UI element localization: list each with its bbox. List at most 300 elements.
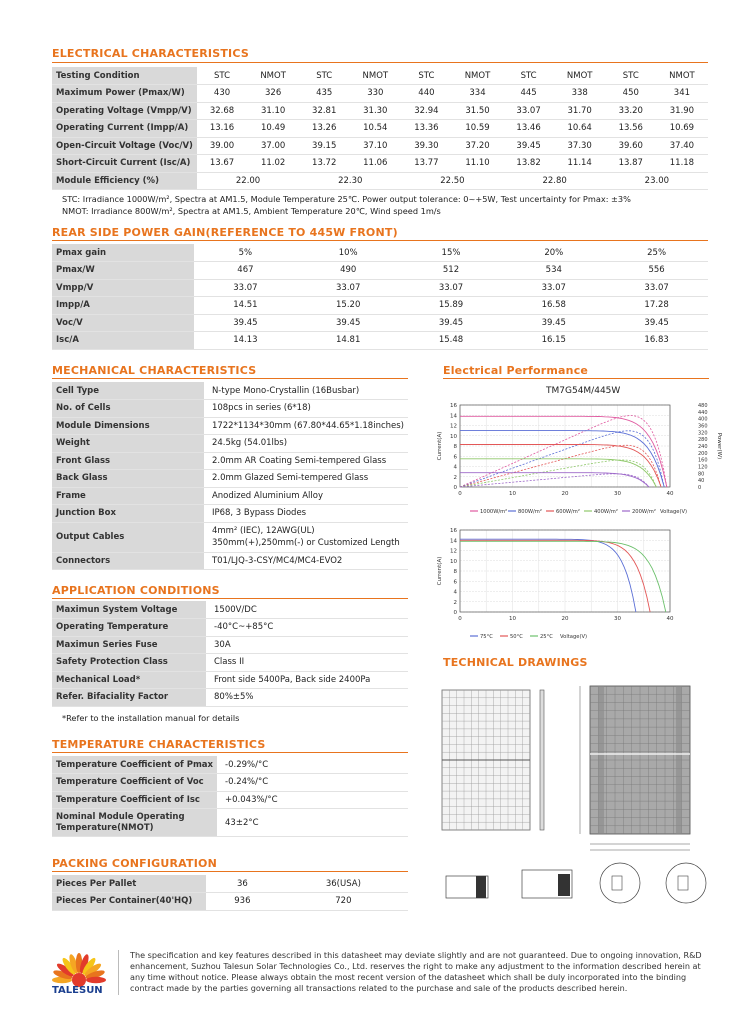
cell-value: 39.30 <box>401 137 451 155</box>
row-label: Vmpp/V <box>52 279 194 297</box>
cell-value <box>204 417 408 435</box>
row-label: Pmax gain <box>52 244 194 262</box>
cell-value: 33.20 <box>606 102 656 120</box>
cell-value: 13.77 <box>401 155 451 173</box>
cell-value: 10.49 <box>247 120 299 138</box>
row-label-text: Frame <box>56 490 86 501</box>
cell-value <box>217 809 408 837</box>
cell-value: 11.06 <box>349 155 401 173</box>
row-label: Pieces Per Pallet <box>52 875 206 893</box>
cell-value: 13.72 <box>299 155 349 173</box>
cell-value: 13.36 <box>401 120 451 138</box>
cell-value <box>217 756 408 774</box>
cell-value: 31.90 <box>656 102 708 120</box>
cell-value <box>206 619 408 637</box>
row-label: Operating Voltage (Vmpp/V) <box>52 102 197 120</box>
cell-value: 39.45 <box>400 314 503 332</box>
cell-value: 10.59 <box>451 120 503 138</box>
row-label <box>52 487 204 505</box>
row-label-text: Front Glass <box>56 455 111 466</box>
row-label <box>52 552 204 570</box>
value-text: -0.29%/°C <box>225 759 269 770</box>
value-text: +0.043%/°C <box>225 794 278 805</box>
cell-value: 430 <box>197 85 247 103</box>
cell-value: 39.45 <box>297 314 400 332</box>
cell-value: 13.56 <box>606 120 656 138</box>
value-text: 4mm² (IEC), 12AWG(UL) <box>211 526 315 536</box>
row-label <box>52 689 206 707</box>
hole-detail <box>612 876 622 890</box>
row-label <box>52 382 204 400</box>
y-tick-label: 12 <box>450 423 457 430</box>
hole-detail <box>678 876 688 890</box>
cell-value: 31.50 <box>451 102 503 120</box>
cell-value: 5% <box>194 244 297 262</box>
rear-title: REAR SIDE POWER GAIN(REFERENCE TO 445W FRONT) <box>52 226 398 239</box>
table-row <box>52 400 408 418</box>
mechanical-table <box>52 382 408 570</box>
cell-value: 16.58 <box>502 297 605 315</box>
talesun-logo-icon <box>48 947 110 987</box>
cell-value: 33.07 <box>504 102 554 120</box>
legend-label: 75°C <box>480 634 493 640</box>
x-axis-label: Voltage(V) <box>560 634 588 640</box>
cell-value: 435 <box>299 85 349 103</box>
cell-value: NMOT <box>247 67 299 85</box>
cell-value: 14.81 <box>297 332 400 350</box>
cell-value: STC <box>606 67 656 85</box>
cell-value: 11.18 <box>656 155 708 173</box>
y2-tick-label: 200 <box>698 450 708 457</box>
cell-value <box>217 791 408 809</box>
cell-value <box>204 382 408 400</box>
table-row <box>52 522 408 552</box>
y2-tick-label: 280 <box>698 437 708 444</box>
cell-value: 37.00 <box>247 137 299 155</box>
table-row <box>52 137 708 155</box>
cell-value: 37.30 <box>554 137 606 155</box>
legend-label: 200W/m² <box>632 509 656 515</box>
value-text: 24.5kg (54.01lbs) <box>211 438 288 449</box>
chart-model: TM7G54M/445W <box>546 386 621 396</box>
cell-value: 10.69 <box>656 120 708 138</box>
row-label-text: Junction Box <box>56 508 116 519</box>
cell-value <box>217 774 408 792</box>
cell-value: 10.54 <box>349 120 401 138</box>
cell-value: STC <box>504 67 554 85</box>
table-row <box>52 417 408 435</box>
value-text: 108pcs in series (6*18) <box>211 403 311 414</box>
cell-value: 467 <box>194 262 297 280</box>
cell-value <box>206 689 408 707</box>
row-label <box>52 417 204 435</box>
x-tick-label: 10 <box>509 491 516 497</box>
row-label: Module Efficiency (%) <box>52 172 197 190</box>
cell-value: 32.81 <box>299 102 349 120</box>
cell-value: 15.48 <box>400 332 503 350</box>
x-tick-label: 0 <box>458 616 462 622</box>
cell-value: 17.28 <box>605 297 708 315</box>
cell-value: 720 <box>279 893 408 911</box>
iv-temperature-chart <box>432 522 712 644</box>
cell-value: STC <box>299 67 349 85</box>
y2-tick-label: 160 <box>698 457 708 464</box>
value-text: Class II <box>214 657 245 668</box>
y2-tick-label: 0 <box>698 485 702 491</box>
value-text: 30A <box>214 639 231 650</box>
y-axis-label: Current(A) <box>437 556 443 586</box>
cell-value: 10% <box>297 244 400 262</box>
cell-value: 22.30 <box>299 172 401 190</box>
row-label: Isc/A <box>52 332 194 350</box>
packing-table <box>52 875 408 911</box>
table-row <box>52 314 708 332</box>
value-text: 1722*1134*30mm (67.80*44.65*1.18inches) <box>211 420 404 431</box>
row-label <box>52 774 217 792</box>
cell-value: 33.07 <box>502 279 605 297</box>
cell-value <box>206 636 408 654</box>
value-text: IP68, 3 Bypass Diodes <box>211 508 307 519</box>
x-tick-label: 30 <box>614 491 621 497</box>
table-row <box>52 382 408 400</box>
y-tick-label: 6 <box>453 579 457 586</box>
cell-value: STC <box>401 67 451 85</box>
electrical-table <box>52 67 708 190</box>
cell-value: NMOT <box>656 67 708 85</box>
value-text: N-type Mono-Crystallin (16Busbar) <box>211 385 360 396</box>
y-tick-label: 14 <box>450 538 457 545</box>
cell-value: 490 <box>297 262 400 280</box>
row-label-text: No. of Cells <box>56 403 111 414</box>
cell-value: 445 <box>504 85 554 103</box>
y-tick-label: 8 <box>453 444 457 450</box>
cell-value: 39.60 <box>606 137 656 155</box>
cell-value <box>206 671 408 689</box>
cell-value <box>206 654 408 672</box>
cell-value: 512 <box>400 262 503 280</box>
table-row <box>52 601 408 619</box>
y-tick-label: 2 <box>453 474 457 481</box>
cell-value: NMOT <box>451 67 503 85</box>
table-row <box>52 244 708 262</box>
value-text: 80%±5% <box>214 692 254 703</box>
cell-value: 11.10 <box>451 155 503 173</box>
row-label-text: Mechanical Load* <box>56 674 141 685</box>
row-label: Open-Circuit Voltage (Voc/V) <box>52 137 197 155</box>
cell-value: 10.64 <box>554 120 606 138</box>
x-tick-label: 10 <box>509 616 516 622</box>
y-tick-label: 4 <box>453 464 457 471</box>
row-label-text: Cell Type <box>56 385 99 396</box>
efficiency-row <box>52 172 708 190</box>
legend-label: 1000W/m² <box>480 509 508 515</box>
table-header-row <box>52 67 708 85</box>
table-row <box>52 756 408 774</box>
value-text: 1500V/DC <box>214 604 257 615</box>
cell-value: 13.87 <box>606 155 656 173</box>
cell-value: 16.15 <box>502 332 605 350</box>
cell-value: 13.26 <box>299 120 349 138</box>
cell-value: 330 <box>349 85 401 103</box>
application-table <box>52 601 408 707</box>
x-tick-label: 30 <box>614 616 621 622</box>
cell-value: 13.82 <box>504 155 554 173</box>
table-row <box>52 435 408 453</box>
cell-value: 338 <box>554 85 606 103</box>
cell-value: 37.20 <box>451 137 503 155</box>
table-row <box>52 809 408 837</box>
row-label-text: Temperature Coefficient of Pmax <box>56 759 214 770</box>
row-label <box>52 505 204 523</box>
y-tick-label: 8 <box>453 569 457 575</box>
disclaimer-text: The specification and key features described in this datasheet may deviate slightly and are not guaranteed. Due to ongoing innovation, R&D enhancement, Suzhou Talesun Solar Technologies Co., Ltd. reserves the right to make any adjustment to the information described herein at any time without notice. Please always obtain the most recent version of the datasheet which shall be duly incorporated into the binding contract made by the parties governing all transactions related to the purchase and sale of the products described herein. <box>130 950 702 993</box>
cell-value: 11.02 <box>247 155 299 173</box>
cell-value <box>204 452 408 470</box>
row-label-text: Back Glass <box>56 473 108 484</box>
cell-value: 13.67 <box>197 155 247 173</box>
table-row <box>52 120 708 138</box>
value-text: -0.24%/°C <box>225 777 269 788</box>
row-label <box>52 470 204 488</box>
row-label-text: Connectors <box>56 555 111 566</box>
logo-petal <box>86 977 106 983</box>
side-view <box>540 690 544 830</box>
cell-value: 31.30 <box>349 102 401 120</box>
row-label: Maximum Power (Pmax/W) <box>52 85 197 103</box>
cell-value: 39.00 <box>197 137 247 155</box>
cell-value: 22.80 <box>504 172 606 190</box>
table-row <box>52 279 708 297</box>
y-tick-label: 0 <box>453 610 457 616</box>
hole-detail <box>600 863 640 903</box>
row-label-text: Temperature Coefficient of Isc <box>56 794 200 805</box>
cell-value <box>204 470 408 488</box>
y-tick-label: 2 <box>453 599 457 606</box>
iv-curve <box>460 473 649 487</box>
value-text: 2.0mm AR Coating Semi-tempered Glass <box>211 455 387 466</box>
row-label <box>52 400 204 418</box>
cell-value: 37.40 <box>656 137 708 155</box>
table-row <box>52 332 708 350</box>
pv-curve <box>460 445 661 487</box>
value-text: 2.0mm Glazed Semi-tempered Glass <box>211 473 369 484</box>
cell-value <box>204 505 408 523</box>
frame-rail <box>598 686 604 834</box>
row-label-text: Weight <box>56 438 90 449</box>
cell-value: 326 <box>247 85 299 103</box>
cell-value: 11.14 <box>554 155 606 173</box>
row-label-text: Maximun System Voltage <box>56 604 178 615</box>
y-tick-label: 16 <box>450 528 457 534</box>
cell-value: 39.45 <box>502 314 605 332</box>
x-tick-label: 40 <box>666 616 674 622</box>
value-text: Anodized Aluminium Alloy <box>211 490 323 501</box>
cell-value: 31.70 <box>554 102 606 120</box>
y-axis-label: Current(A) <box>437 431 443 461</box>
y2-axis-label: Power(W) <box>716 432 722 460</box>
cell-value: 534 <box>502 262 605 280</box>
y2-tick-label: 400 <box>698 416 708 423</box>
y2-tick-label: 440 <box>698 409 708 416</box>
stc-note: STC: Irradiance 1000W/m², Spectra at AM1.5, Module Temperature 25℃. Power output tolerance: 0~+5W, Test uncertainty for Pmax: ±3% <box>62 194 631 204</box>
row-label: Impp/A <box>52 297 194 315</box>
cell-value: 23.00 <box>606 172 708 190</box>
y-tick-label: 14 <box>450 413 457 420</box>
cell-value: 36 <box>206 875 279 893</box>
row-label <box>52 619 206 637</box>
frame-rail <box>676 686 682 834</box>
row-label-text: Output Cables <box>56 532 125 542</box>
cell-value: 334 <box>451 85 503 103</box>
y-tick-label: 12 <box>450 548 457 555</box>
row-label-text: Module Dimensions <box>56 420 150 431</box>
cell-value <box>204 400 408 418</box>
y-tick-label: 10 <box>450 433 457 440</box>
row-label <box>52 636 206 654</box>
cell-value: 32.94 <box>401 102 451 120</box>
cell-value: 15.20 <box>297 297 400 315</box>
packing-title: PACKING CONFIGURATION <box>52 857 217 870</box>
row-label <box>52 791 217 809</box>
section-detail <box>476 876 486 898</box>
cell-value: 31.10 <box>247 102 299 120</box>
install-note: *Refer to the installation manual for details <box>62 713 240 723</box>
x-tick-label: 20 <box>561 616 569 622</box>
x-axis-label: Voltage(V) <box>660 509 688 515</box>
temperature-title: TEMPERATURE CHARACTERISTICS <box>52 738 266 751</box>
row-label-text: Safety Protection Class <box>56 657 168 668</box>
table-row <box>52 893 408 911</box>
y-tick-label: 10 <box>450 558 457 565</box>
table-row <box>52 774 408 792</box>
row-label <box>52 671 206 689</box>
drawings-title: TECHNICAL DRAWINGS <box>443 656 588 669</box>
cell-value: 39.15 <box>299 137 349 155</box>
section-detail <box>558 874 570 896</box>
row-label-text: Nominal Module Operating <box>56 811 185 822</box>
x-tick-label: 20 <box>561 491 569 497</box>
temperature-table <box>52 756 408 837</box>
cell-value: 32.68 <box>197 102 247 120</box>
cell-value <box>206 601 408 619</box>
cell-value: 20% <box>502 244 605 262</box>
cell-value: NMOT <box>349 67 401 85</box>
table-row <box>52 552 408 570</box>
row-label <box>52 435 204 453</box>
y-tick-label: 4 <box>453 589 457 596</box>
x-tick-label: 40 <box>666 491 674 497</box>
cell-value: 13.16 <box>197 120 247 138</box>
x-tick-label: 0 <box>458 491 462 497</box>
cell-value: 33.07 <box>605 279 708 297</box>
legend-label: 600W/m² <box>556 509 580 515</box>
cell-value: 22.00 <box>197 172 299 190</box>
legend-label: 400W/m² <box>594 509 618 515</box>
application-title: APPLICATION CONDITIONS <box>52 584 220 597</box>
table-row <box>52 636 408 654</box>
row-label-text: Temperature(NMOT) <box>56 822 154 833</box>
cell-value: 440 <box>401 85 451 103</box>
cell-value <box>204 487 408 505</box>
row-label <box>52 601 206 619</box>
cell-value <box>204 552 408 570</box>
row-label-text: Operating Temperature <box>56 622 169 633</box>
row-label: Operating Current (Impp/A) <box>52 120 197 138</box>
y2-tick-label: 240 <box>698 444 708 450</box>
electrical-title: ELECTRICAL CHARACTERISTICS <box>52 47 249 60</box>
iv-curve <box>460 540 650 612</box>
row-label: Voc/V <box>52 314 194 332</box>
row-label-text: Refer. Bifaciality Factor <box>56 692 169 703</box>
cell-value: 33.07 <box>297 279 400 297</box>
table-row <box>52 654 408 672</box>
row-label-text: Temperature Coefficient of Voc <box>56 777 204 788</box>
cell-value: 936 <box>206 893 279 911</box>
row-label: Pieces Per Container(40'HQ) <box>52 893 206 911</box>
y2-tick-label: 480 <box>698 403 708 409</box>
value-text: 350mm(+),250mm(-) or Customized Length <box>211 538 400 548</box>
y-tick-label: 0 <box>453 485 457 491</box>
technical-drawings <box>440 678 720 933</box>
row-label <box>52 756 217 774</box>
cell-value: 33.07 <box>400 279 503 297</box>
table-row <box>52 791 408 809</box>
y2-tick-label: 360 <box>698 423 708 430</box>
table-row <box>52 487 408 505</box>
cell-value: 22.50 <box>401 172 503 190</box>
value-text: T01/LJQ-3-CSY/MC4/MC4-EVO2 <box>211 555 343 566</box>
table-row <box>52 85 708 103</box>
legend-label: 50°C <box>510 634 523 640</box>
cell-value <box>204 522 408 552</box>
cell-value: 556 <box>605 262 708 280</box>
legend-label: 800W/m² <box>518 509 542 515</box>
table-row <box>52 505 408 523</box>
y-tick-label: 6 <box>453 454 457 461</box>
row-label <box>52 452 204 470</box>
table-row <box>52 619 408 637</box>
mechanical-title: MECHANICAL CHARACTERISTICS <box>52 364 257 377</box>
cell-value: 33.07 <box>194 279 297 297</box>
cell-value: 16.83 <box>605 332 708 350</box>
row-label <box>52 809 217 837</box>
performance-title: Electrical Performance <box>443 364 589 377</box>
table-row <box>52 875 408 893</box>
row-label <box>52 654 206 672</box>
table-row <box>52 470 408 488</box>
cell-value: 13.46 <box>504 120 554 138</box>
cell-value <box>204 435 408 453</box>
brand-logo-text: TALESUN <box>52 985 103 996</box>
table-row <box>52 155 708 173</box>
nmot-note: NMOT: Irradiance 800W/m², Spectra at AM1.5, Ambient Temperature 20℃, Wind speed 1m/s <box>62 206 441 216</box>
cell-value: 15% <box>400 244 503 262</box>
cell-value: 14.13 <box>194 332 297 350</box>
value-text: Front side 5400Pa, Back side 2400Pa <box>214 674 371 685</box>
table-row <box>52 297 708 315</box>
cell-value: 36(USA) <box>279 875 408 893</box>
cell-value: STC <box>197 67 247 85</box>
pv-curve <box>460 474 649 487</box>
cell-value: NMOT <box>554 67 606 85</box>
cell-value: 37.10 <box>349 137 401 155</box>
table-row <box>52 452 408 470</box>
row-label: Testing Condition <box>52 67 197 85</box>
table-row <box>52 262 708 280</box>
iv-irradiance-chart <box>432 397 722 519</box>
legend-label: 25°C <box>540 634 553 640</box>
value-text: -40°C~+85°C <box>214 622 274 633</box>
